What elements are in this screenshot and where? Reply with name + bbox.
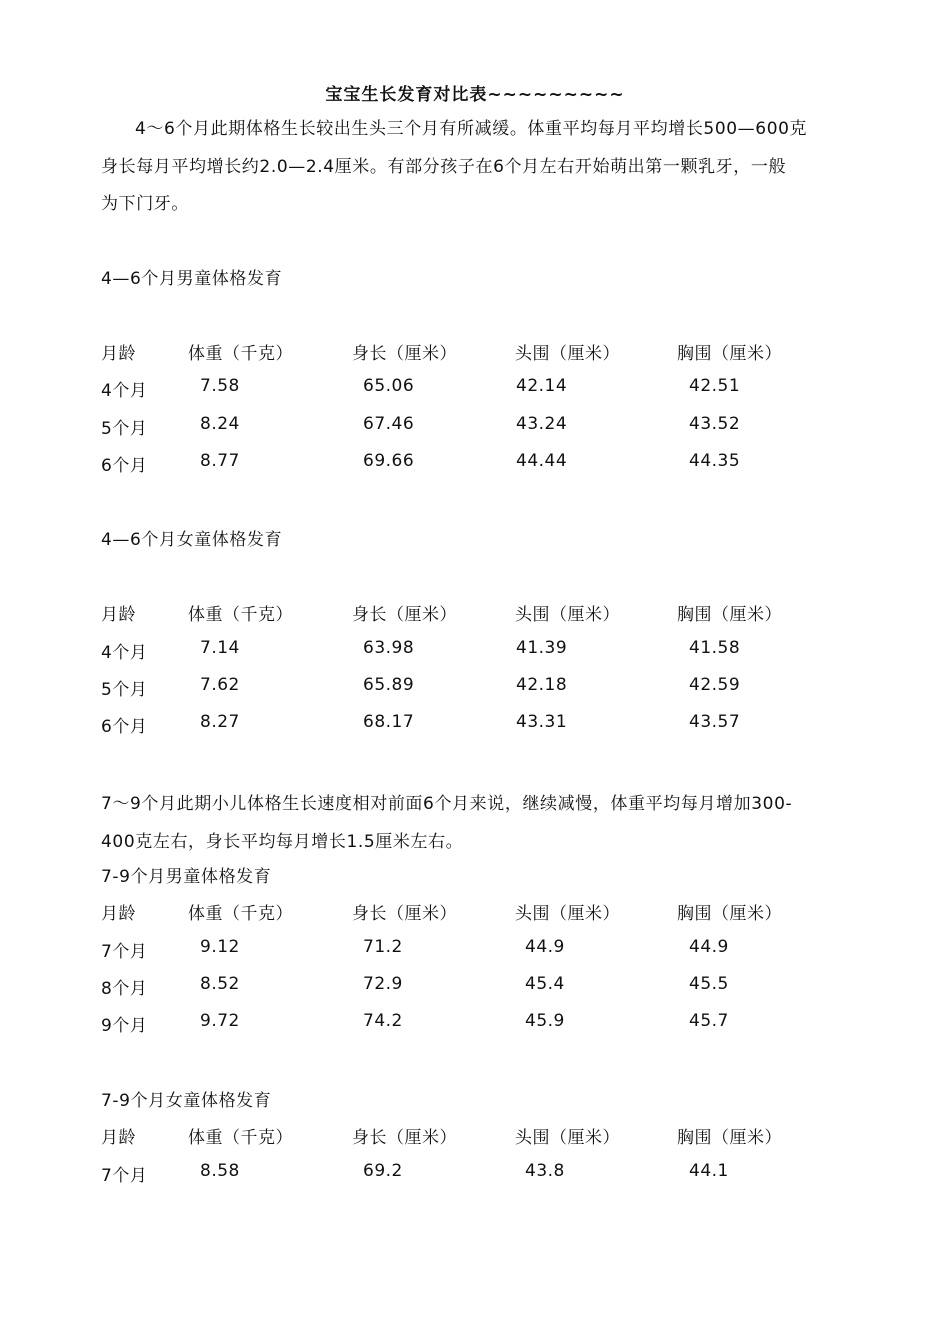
table-row <box>0 376 950 400</box>
column-header-age: 月龄 <box>101 605 136 625</box>
column-header-age: 月龄 <box>101 1128 136 1148</box>
cell-weight: 8.27 <box>200 712 240 732</box>
cell-chest: 44.35 <box>689 451 741 471</box>
column-header-weight: 体重（千克） <box>188 605 293 625</box>
column-header-head: 头围（厘米） <box>515 344 620 364</box>
cell-age: 5个月 <box>101 680 148 700</box>
cell-head: 42.14 <box>516 376 568 396</box>
table-heading-boys-7-9: 7-9个月男童体格发育 <box>101 867 272 887</box>
cell-head: 43.24 <box>516 414 568 434</box>
cell-chest: 43.52 <box>689 414 741 434</box>
cell-age: 6个月 <box>101 456 148 476</box>
column-header-weight: 体重（千克） <box>188 904 293 924</box>
column-header-length: 身长（厘米） <box>352 605 457 625</box>
cell-length: 63.98 <box>363 638 415 658</box>
table-row <box>0 1011 950 1035</box>
cell-chest: 42.51 <box>689 376 741 396</box>
cell-head: 42.18 <box>516 675 568 695</box>
cell-head: 44.44 <box>516 451 568 471</box>
cell-weight: 8.77 <box>200 451 240 471</box>
cell-age: 4个月 <box>101 643 148 663</box>
column-header-length: 身长（厘米） <box>352 344 457 364</box>
cell-weight: 8.58 <box>200 1161 240 1181</box>
table-row <box>0 414 950 438</box>
cell-chest: 44.9 <box>689 937 729 957</box>
column-header-chest: 胸围（厘米） <box>677 605 782 625</box>
table-row <box>0 712 950 736</box>
column-header-weight: 体重（千克） <box>188 344 293 364</box>
intro-4-6-line-3: 为下门牙。 <box>101 194 189 214</box>
table-row <box>0 451 950 475</box>
cell-weight: 9.72 <box>200 1011 240 1031</box>
intro-7-9-line-2: 400克左右，身长平均每月增长1.5厘米左右。 <box>101 831 464 852</box>
table-row <box>0 937 950 961</box>
table-heading-girls-7-9: 7-9个月女童体格发育 <box>101 1091 272 1111</box>
cell-age: 4个月 <box>101 381 148 401</box>
column-header-chest: 胸围（厘米） <box>677 344 782 364</box>
cell-age: 7个月 <box>101 942 148 962</box>
cell-head: 44.9 <box>525 937 565 957</box>
cell-chest: 45.5 <box>689 974 729 994</box>
cell-age: 8个月 <box>101 979 148 999</box>
table-row <box>0 638 950 662</box>
cell-length: 69.66 <box>363 451 415 471</box>
cell-length: 65.89 <box>363 675 415 695</box>
cell-chest: 44.1 <box>689 1161 729 1181</box>
cell-head: 45.9 <box>525 1011 565 1031</box>
cell-length: 69.2 <box>363 1161 403 1181</box>
cell-length: 71.2 <box>363 937 403 957</box>
column-header-age: 月龄 <box>101 344 136 364</box>
column-header-head: 头围（厘米） <box>515 1128 620 1148</box>
cell-weight: 7.62 <box>200 675 240 695</box>
column-header-head: 头围（厘米） <box>515 904 620 924</box>
document-title: 宝宝生长发育对比表~~~~~~~~~ <box>325 85 625 105</box>
table-header-row <box>0 600 950 624</box>
cell-weight: 8.52 <box>200 974 240 994</box>
table-header-row <box>0 339 950 363</box>
table-row <box>0 1161 950 1185</box>
column-header-chest: 胸围（厘米） <box>677 1128 782 1148</box>
cell-weight: 7.58 <box>200 376 240 396</box>
cell-age: 7个月 <box>101 1166 148 1186</box>
table-row <box>0 675 950 699</box>
cell-length: 68.17 <box>363 712 415 732</box>
cell-chest: 45.7 <box>689 1011 729 1031</box>
cell-weight: 9.12 <box>200 937 240 957</box>
column-header-head: 头围（厘米） <box>515 605 620 625</box>
cell-length: 72.9 <box>363 974 403 994</box>
cell-length: 74.2 <box>363 1011 403 1031</box>
cell-head: 41.39 <box>516 638 568 658</box>
cell-age: 5个月 <box>101 419 148 439</box>
cell-weight: 7.14 <box>200 638 240 658</box>
cell-age: 9个月 <box>101 1016 148 1036</box>
cell-head: 43.8 <box>525 1161 565 1181</box>
table-header-row <box>0 1123 950 1147</box>
column-header-age: 月龄 <box>101 904 136 924</box>
intro-4-6-line-1: 4～6个月此期体格生长较出生头三个月有所减缓。体重平均每月平均增长500—600克 <box>135 119 808 139</box>
cell-chest: 41.58 <box>689 638 741 658</box>
intro-7-9-line-1: 7～9个月此期小儿体格生长速度相对前面6个月来说，继续减慢，体重平均每月增加300- <box>101 794 793 814</box>
cell-weight: 8.24 <box>200 414 240 434</box>
cell-head: 43.31 <box>516 712 568 732</box>
column-header-length: 身长（厘米） <box>352 904 457 924</box>
table-header-row <box>0 899 950 923</box>
cell-length: 65.06 <box>363 376 415 396</box>
column-header-weight: 体重（千克） <box>188 1128 293 1148</box>
intro-7-9-paragraph <box>101 786 871 861</box>
cell-head: 45.4 <box>525 974 565 994</box>
column-header-length: 身长（厘米） <box>352 1128 457 1148</box>
cell-chest: 42.59 <box>689 675 741 695</box>
column-header-chest: 胸围（厘米） <box>677 904 782 924</box>
intro-4-6-line-2: 身长每月平均增长约2.0—2.4厘米。有部分孩子在6个月左右开始萌出第一颗乳牙，一般 <box>101 156 787 177</box>
table-heading-girls-4-6: 4—6个月女童体格发育 <box>101 530 283 550</box>
cell-chest: 43.57 <box>689 712 741 732</box>
table-row <box>0 974 950 998</box>
cell-length: 67.46 <box>363 414 415 434</box>
table-heading-boys-4-6: 4—6个月男童体格发育 <box>101 269 283 289</box>
intro-4-6-paragraph <box>101 111 871 224</box>
cell-age: 6个月 <box>101 717 148 737</box>
